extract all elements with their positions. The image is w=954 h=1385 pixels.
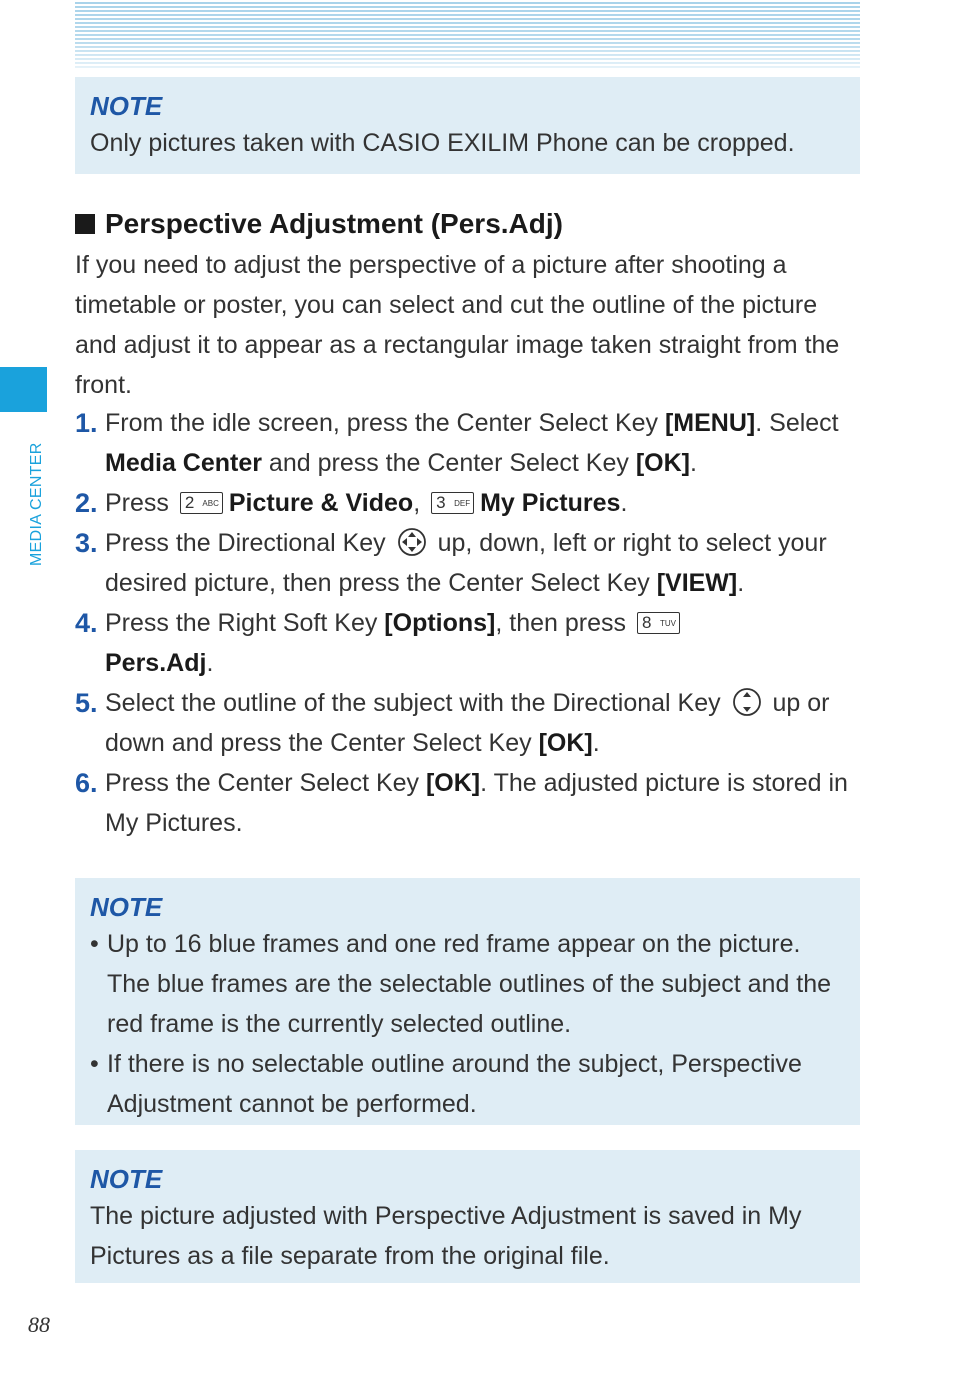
text-run: Press the Directional Key: [105, 529, 393, 557]
dpad-4way-icon: [397, 527, 427, 557]
step-text: [105, 483, 865, 523]
note-text: Only pictures taken with CASIO EXILIM Phone can be cropped.: [90, 129, 795, 157]
key-name: [MENU]: [664, 409, 756, 437]
keypad-8-icon: [637, 612, 680, 634]
note-bullets: [90, 924, 845, 1124]
dpad-updown-icon: [732, 687, 762, 717]
text-run: , then press: [495, 609, 633, 637]
text-run: Press: [105, 489, 176, 517]
key-letters: ABC: [202, 499, 219, 508]
text-run: .: [737, 569, 745, 597]
intro-paragraph: If you need to adjust the perspective of a picture after shooting a timetable or poster, you can select and cut the outline of the picture and adjust it to appear as a rectangular image taken straight from the front.: [75, 251, 840, 399]
text-run: up, down, left or right to select your desired picture, then press the Center Select Key: [105, 529, 827, 597]
menu-name: Picture & Video: [228, 489, 414, 517]
bullet-dot: •: [90, 930, 99, 958]
step-text: [105, 603, 865, 683]
key-letters: TUV: [659, 619, 676, 628]
menu-name: My Pictures: [480, 489, 621, 517]
section-tab-marker: [0, 367, 47, 412]
key-letters: DEF: [454, 499, 471, 508]
bullet-text: Up to 16 blue frames and one red frame appear on the picture. The blue frames are the selectable outlines of the subject and the red frame is the currently selected outline.: [107, 930, 832, 1038]
step-text: [105, 523, 865, 603]
note-title: NOTE: [90, 1164, 163, 1194]
key-digit: 2: [184, 493, 195, 512]
step-number: 3.: [75, 528, 98, 558]
step-2: [75, 483, 865, 523]
step-number: 6.: [75, 768, 98, 798]
note-title: NOTE: [90, 892, 163, 922]
step-4: [75, 603, 865, 683]
step-text: [105, 763, 865, 843]
section-heading: [75, 204, 563, 244]
section-heading-text: Perspective Adjustment (Pers.Adj): [105, 208, 563, 239]
text-run: From the idle screen, press the Center Select Key: [105, 409, 665, 437]
text-run: . Select: [755, 409, 839, 437]
page-number: 88: [28, 1312, 50, 1337]
note-box-crop: [75, 77, 860, 174]
step-1: [75, 403, 865, 483]
key-name: [OK]: [635, 449, 690, 477]
step-number: 2.: [75, 488, 98, 518]
step-number: 1.: [75, 408, 98, 438]
side-section-label: MEDIA CENTER: [28, 442, 45, 566]
step-6: [75, 763, 865, 843]
note-title: NOTE: [90, 91, 163, 121]
key-name: [Options]: [384, 609, 496, 637]
text-run: Press the Right Soft Key: [105, 609, 385, 637]
steps-list: [75, 403, 865, 843]
text-run: .: [592, 729, 600, 757]
text-run: .: [620, 489, 628, 517]
header-fade: [75, 2, 860, 70]
key-name: [OK]: [425, 769, 481, 797]
text-run: Select the outline of the subject with the Directional Key: [105, 689, 728, 717]
step-text: [105, 403, 865, 483]
step-text: [105, 683, 865, 763]
bullet-text: If there is no selectable outline around the subject, Perspective Adjustment cannot be performed.: [107, 1050, 802, 1118]
step-3: [75, 523, 865, 603]
text-run: and press the Center Select Key: [261, 449, 636, 477]
text-run: Press the Center Select Key: [105, 769, 426, 797]
key-digit: 8: [641, 613, 652, 632]
note-box-saved: [75, 1150, 860, 1283]
note-bullet: [90, 924, 845, 1044]
text-run: . The adjusted picture is stored in My Pictures.: [105, 769, 848, 837]
step-number: 5.: [75, 688, 98, 718]
square-bullet-icon: [75, 214, 95, 234]
step-number: 4.: [75, 608, 98, 638]
menu-name: Media Center: [105, 449, 262, 477]
key-name: [OK]: [538, 729, 593, 757]
note-bullet: [90, 1044, 845, 1124]
key-name: [VIEW]: [656, 569, 738, 597]
note-text: The picture adjusted with Perspective Adjustment is saved in My Pictures as a file separate from the original file.: [90, 1202, 802, 1270]
text-run: .: [689, 449, 697, 477]
keypad-2-icon: [180, 492, 223, 514]
menu-name: Pers.Adj: [105, 649, 207, 677]
text-run: .: [206, 649, 214, 677]
note-box-frames: [75, 878, 860, 1125]
text-run: ,: [413, 489, 428, 517]
keypad-3-icon: [431, 492, 474, 514]
key-digit: 3: [436, 493, 446, 512]
step-5: [75, 683, 865, 763]
text-run: up or down and press the Center Select Key: [105, 689, 830, 757]
bullet-dot: •: [90, 1050, 99, 1078]
